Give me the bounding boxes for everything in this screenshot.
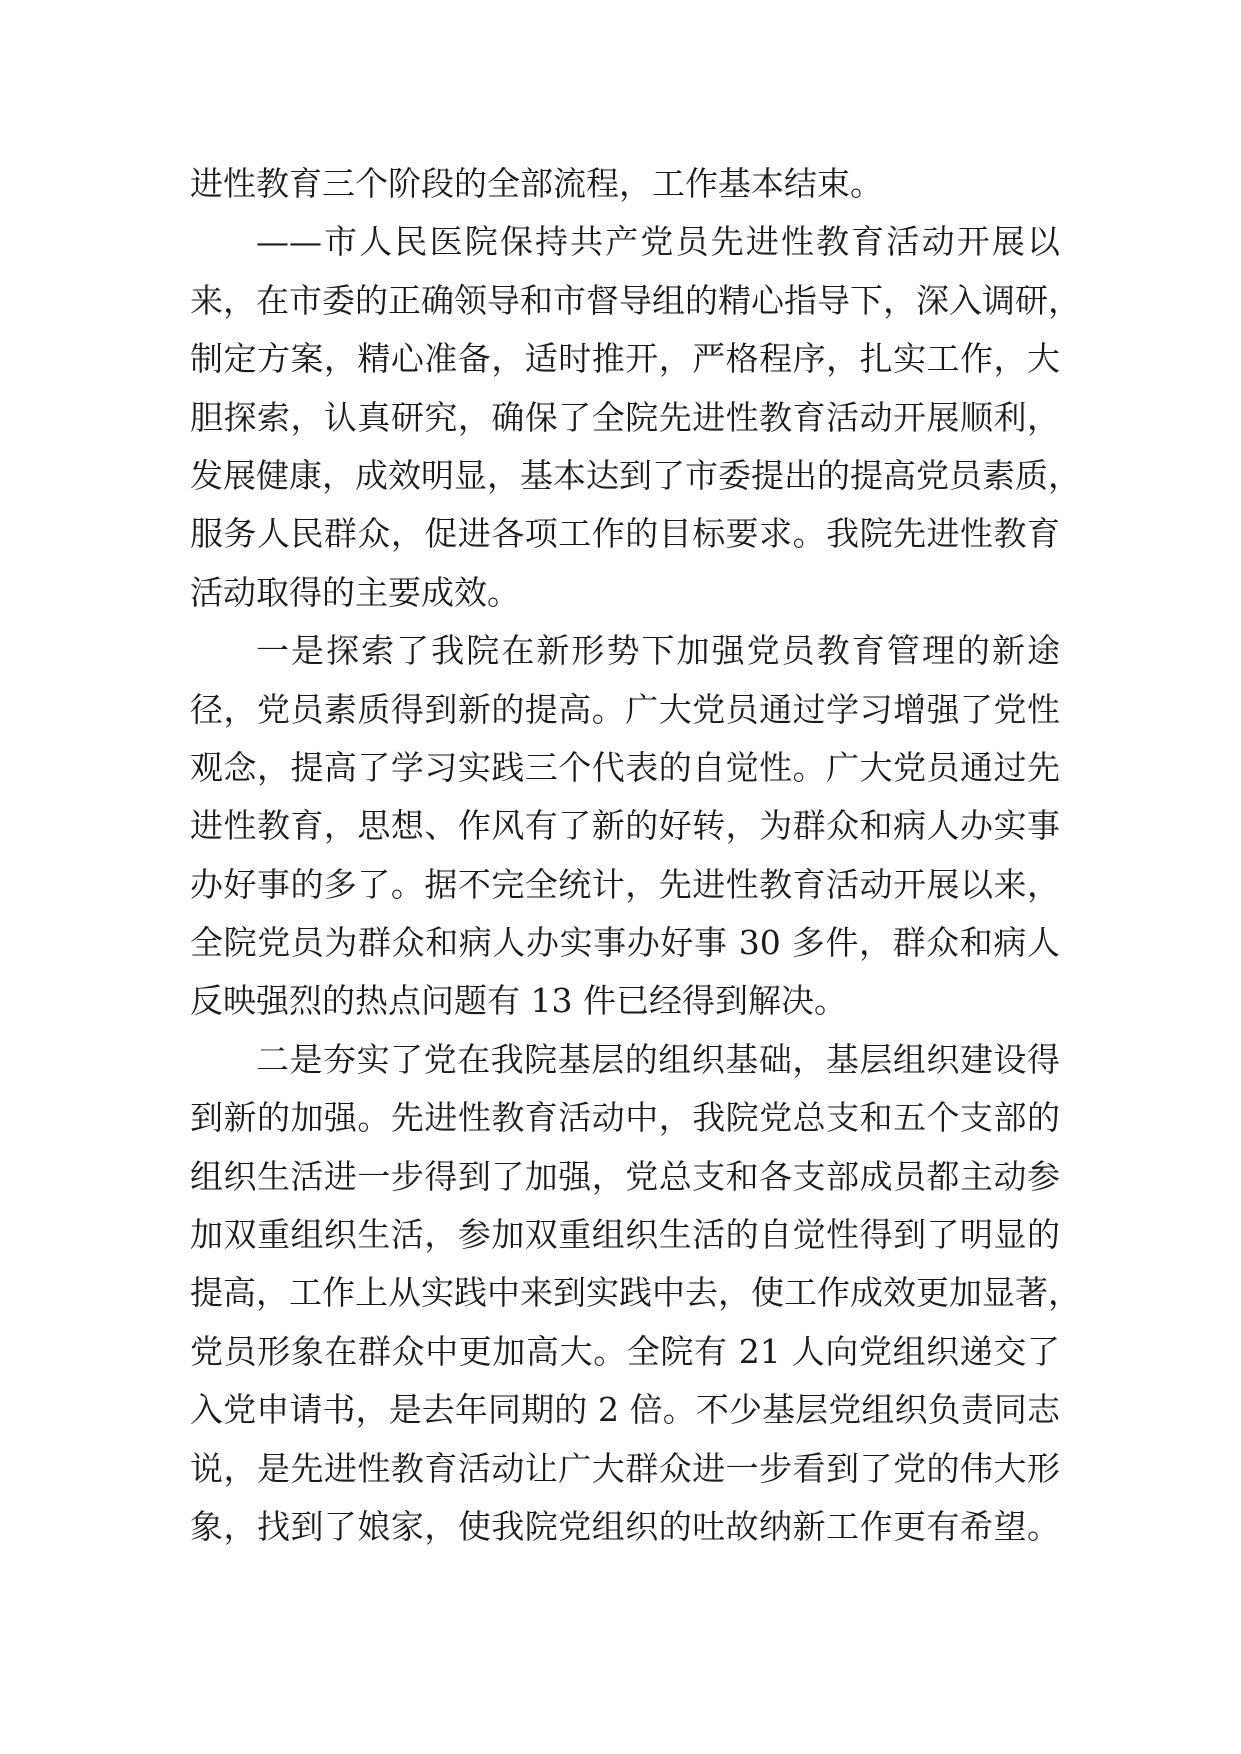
body-text [190,155,1081,1556]
text-line: 进性教育三个阶段的全部流程，工作基本结束。 [190,164,883,203]
text-line: 说，是先进性教育活动让广大群众进一步看到了党的伟大形 [190,1448,1060,1488]
text-line: 加双重组织生活，参加双重组织生活的自觉性得到了明显的 [190,1215,1060,1255]
text-line: 观念，提高了学习实践三个代表的自觉性。广大党员通过先 [190,747,1060,787]
text-line: 全院党员为群众和病人办实事办好事 30 多件，群众和病人 [190,923,1060,963]
text-line: 提高，工作上从实践中来到实践中去，使工作成效更加显著， [190,1273,1081,1313]
text-line: 组织生活进一步得到了加强，党总支和各支部成员都主动参 [190,1156,1060,1196]
text-line: 象，找到了娘家，使我院党组织的吐故纳新工作更有希望。 [190,1506,1060,1546]
text-line: 活动取得的主要成效。 [190,572,520,612]
paragraph-first-line: 一是探索了我院在新形势下加强党员教育管理的新途 [256,631,1060,671]
text-line: 来，在市委的正确领导和市督导组的精心指导下，深入调研， [190,280,1081,320]
text-line: 制定方案，精心准备，适时推开，严格程序，扎实工作，大 [190,339,1060,379]
text-line: 反映强烈的热点问题有 13 件已经得到解决。 [190,981,847,1021]
text-line: 进性教育，思想、作风有了新的好转，为群众和病人办实事 [190,806,1060,846]
text-line: 党员形象在群众中更加高大。全院有 21 人向党组织递交了 [190,1331,1060,1371]
text-line: 发展健康，成效明显，基本达到了市委提出的提高党员素质， [190,455,1081,495]
text-line: 服务人民群众，促进各项工作的目标要求。我院先进性教育 [190,514,1060,554]
text-line: 入党申请书，是去年同期的 2 倍。不少基层党组织负责同志 [190,1390,1060,1430]
text-line: 到新的加强。先进性教育活动中，我院党总支和五个支部的 [190,1098,1060,1138]
text-line: 径，党员素质得到新的提高。广大党员通过学习增强了党性 [190,689,1060,729]
paragraph-first-line: 二是夯实了党在我院基层的组织基础，基层组织建设得 [256,1039,1060,1079]
text-line: 胆探索，认真研究，确保了全院先进性教育活动开展顺利， [190,397,1060,437]
paragraph-first-line: ——市人民医院保持共产党员先进性教育活动开展以 [256,222,1060,262]
text-line: 办好事的多了。据不完全统计，先进性教育活动开展以来， [190,864,1060,904]
